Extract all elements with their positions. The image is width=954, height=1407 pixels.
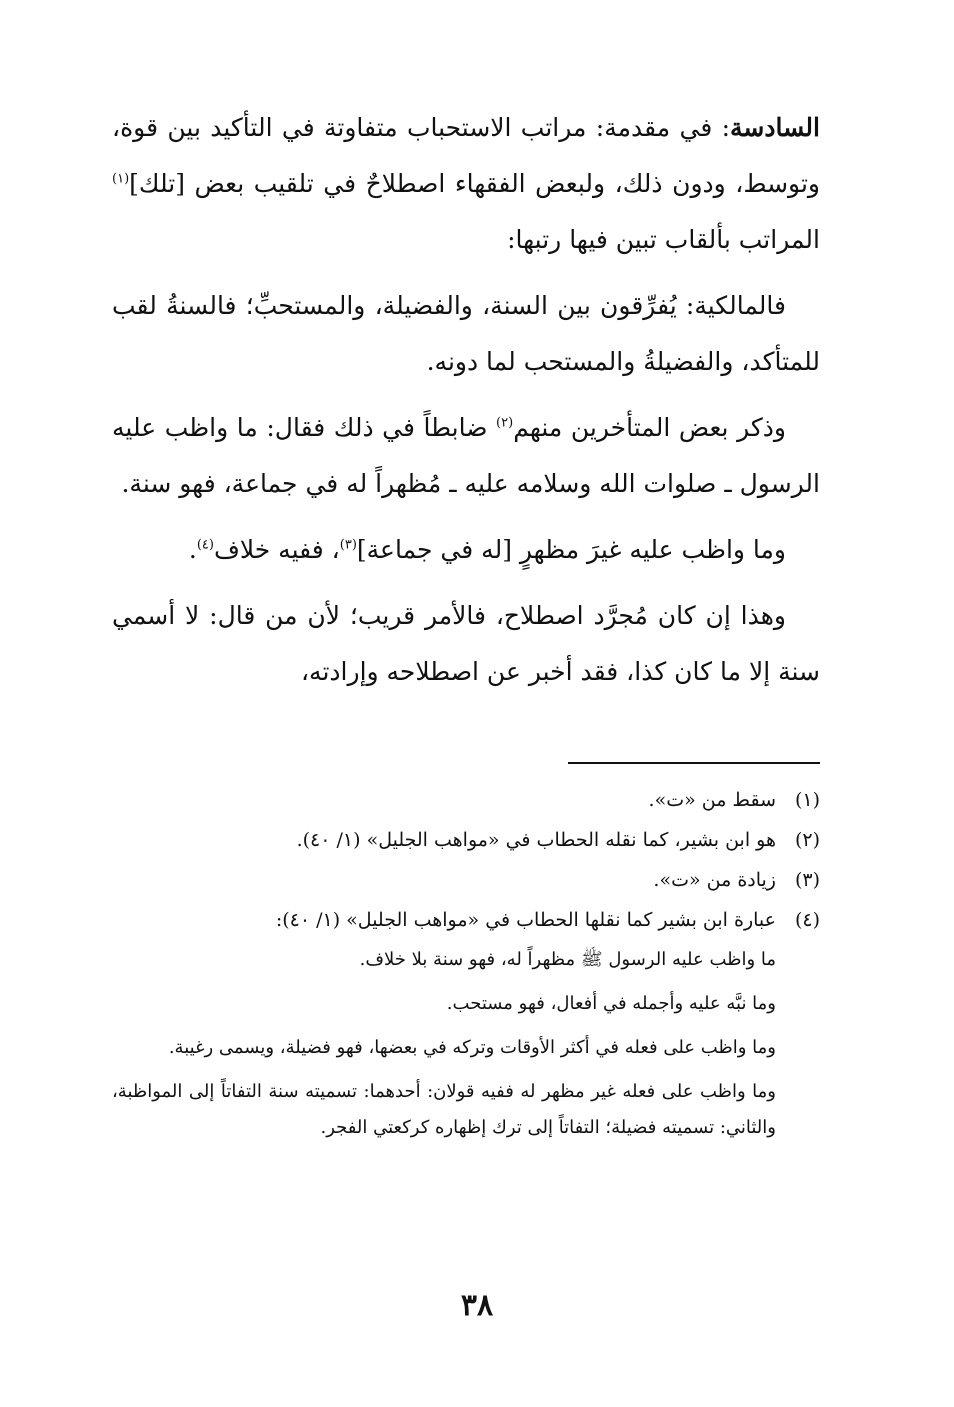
paragraph-text: ضابطاً في ذلك فقال: ما واظب عليه الرسول ـ صلوات الله وسلامه عليه ـ مُظهراً له في جماعة، فهو سنة.: [112, 413, 820, 498]
quote-line: وما نبَّه عليه وأجمله في أفعال، فهو مستحب.: [446, 993, 776, 1014]
footnote-divider: [568, 762, 820, 764]
main-text: [112, 100, 820, 710]
footnote-text: زيادة من «ت».: [653, 869, 776, 891]
quote-line: وما واظب على فعله في أكثر الأوقات وتركه في بعضها، فهو فضيلة، ويسمى رغيبة.: [168, 1037, 776, 1058]
footnote-text: هو ابن بشير، كما نقله الحطاب في «مواهب الجليل» (١/ ٤٠).: [296, 829, 776, 851]
paragraph-4: [112, 522, 820, 578]
footnote-text: [112, 900, 776, 1154]
paragraph-lead: السادسة: [730, 113, 820, 142]
paragraph-text: ، ففيه خلاف: [213, 535, 340, 564]
footnote-item: [112, 820, 820, 860]
footnote-ref-3[interactable]: (٣): [339, 537, 357, 553]
footnote-item: [112, 780, 820, 820]
paragraph-text: .: [188, 535, 197, 564]
paragraph-3: [112, 400, 820, 512]
footnote-item: [112, 860, 820, 900]
paragraph-text: المراتب بألقاب تبين فيها رتبها:: [507, 225, 820, 254]
paragraph-5: وهذا إن كان مُجرَّد اصطلاح، فالأمر قريب؛ لأن من قال: لا أسمي سنة إلا ما كان كذا، فقد أخبر عن اصطلاحه وإرادته،: [112, 601, 820, 686]
footnote-intro: عبارة ابن بشير كما نقلها الحطاب في «مواهب الجليل» (١/ ٤٠):: [275, 909, 776, 931]
footnote-item: [112, 900, 820, 1154]
quote-line: وما واظب على فعله غير مظهر له ففيه قولان: أحدهما: تسميته سنة التفاتاً إلى المواظبة، والثاني: تسميته فضيلة؛ التفاتاً إلى ترك إظهاره كركعتي الفجر.: [112, 1081, 776, 1138]
footnote-number: (٣): [794, 869, 820, 891]
footnote-number: (٢): [794, 829, 820, 851]
footnote-ref-1[interactable]: (١): [112, 171, 130, 187]
quote-line: ما واظب عليه الرسول ﷺ مظهراً له، فهو سنة بلا خلاف.: [359, 949, 776, 970]
footnote-ref-2[interactable]: (٢): [496, 415, 514, 431]
paragraph-text: : في مقدمة: مراتب الاستحباب متفاوتة في التأكيد بين قوة، وتوسط، ودون ذلك، ولبعض الفقهاء اصطلاحٌ في تلقيب بعض [تلك]: [112, 113, 820, 198]
paragraph-2: فالمالكية: يُفرِّقون بين السنة، والفضيلة، والمستحبِّ؛ فالسنةُ لقب للمتأكد، والفضيلةُ والمستحب لما دونه.: [112, 291, 820, 376]
paragraph-text: وذكر بعض المتأخرين منهم: [513, 413, 786, 442]
footnotes: [112, 780, 820, 1154]
footnote-quote: [112, 942, 776, 1146]
footnote-text: سقط من «ت».: [648, 789, 776, 811]
page-number: ٣٨: [460, 1288, 494, 1323]
footnote-number: (٤): [794, 909, 820, 931]
footnote-ref-4[interactable]: (٤): [196, 537, 214, 553]
paragraph-1: [112, 100, 820, 268]
paragraph-text: وما واظب عليه غيرَ مظهرٍ [له في جماعة]: [356, 535, 786, 564]
footnote-number: (١): [794, 789, 820, 811]
